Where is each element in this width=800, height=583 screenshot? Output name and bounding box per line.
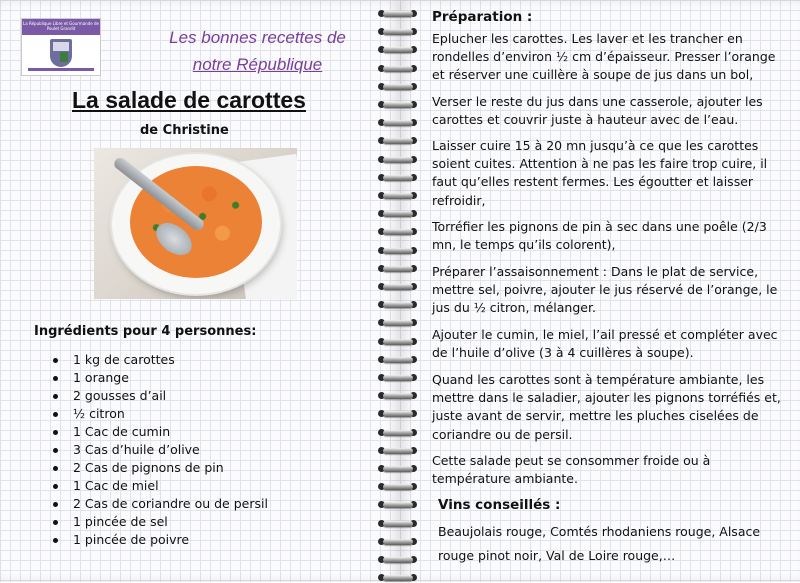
recipe-title: La salade de carottes: [72, 87, 306, 113]
spiral-ring: [377, 135, 417, 146]
preparation-step: Laisser cuire 15 à 20 mn jusqu’à ce que les carottes soient cuites. Attention à ne pas les faire trop cuire, il faut qu’elles restent fermes. Les égoutter et laisser refroidir,: [432, 138, 768, 208]
spiral-ring: [377, 226, 417, 237]
ingredients-list: [34, 351, 268, 549]
preparation-step: Torréfier les pignons de pin à sec dans une poêle (2/3 mn, le temps qu’ils colorent),: [432, 219, 767, 253]
ingredient-item: 3 Cas d’huile d’olive: [34, 441, 268, 459]
brand-line-2: notre République: [192, 55, 323, 74]
spiral-ring: [377, 518, 417, 529]
ingredient-item: 1 pincée de sel: [34, 513, 268, 531]
spiral-ring: [377, 172, 417, 183]
preparation-step: Cette salade peut se consommer froide ou à température ambiante.: [432, 453, 711, 487]
spiral-ring: [377, 317, 417, 328]
logo-caption: La République Libre et Gourmande de Poulet Grandit: [23, 21, 99, 31]
spiral-binding: [377, 0, 427, 582]
spiral-ring: [377, 499, 417, 510]
preparation-step: Ajouter le cumin, le miel, l’ail pressé et compléter avec de l’huile d’olive (3 à 4 cuillères à soupe).: [432, 327, 778, 361]
spiral-ring: [377, 408, 417, 419]
recipe-author: de Christine: [140, 123, 229, 138]
spiral-ring: [377, 245, 417, 256]
ingredient-item: ½ citron: [34, 405, 268, 423]
spiral-ring: [377, 572, 417, 583]
preparation-step: Eplucher les carottes. Les laver et les trancher en rondelles d’environ ½ cm d’épaisseur. Presser l’orange et réserver une cuillère à soupe de jus dans un bol,: [432, 31, 776, 83]
salad-photo: [94, 148, 297, 299]
spiral-ring: [377, 190, 417, 201]
brand-line-1: Les bonnes recettes de: [169, 28, 346, 47]
ingredient-item: 2 gousses d’ail: [34, 387, 268, 405]
spiral-ring: [377, 63, 417, 74]
spiral-ring: [377, 281, 417, 292]
spiral-ring: [377, 81, 417, 92]
spiral-ring: [377, 336, 417, 347]
spiral-ring: [377, 463, 417, 474]
spiral-ring: [377, 481, 417, 492]
spiral-ring: [377, 390, 417, 401]
left-page: [0, 0, 400, 582]
wines-text: Beaujolais rouge, Comtés rhodaniens rouge, Alsace rouge pinot noir, Val de Loire rouge,…: [438, 524, 761, 563]
ingredient-item: 1 pincée de poivre: [34, 531, 268, 549]
spiral-ring: [377, 44, 417, 55]
preparation-step: Verser le reste du jus dans une casserole, ajouter les carottes et couvrir juste à hauteur avec de l’eau.: [432, 94, 763, 128]
preparation-title: Préparation :: [432, 9, 533, 25]
preparation-step: Quand les carottes sont à température ambiante, les mettre dans le saladier, ajouter les pignons torréfiés et, juste avant de servir, mettre les pluches ciselées de coriandre ou de persil.: [432, 372, 781, 442]
wines-title: Vins conseillés :: [438, 497, 561, 513]
spiral-ring: [377, 99, 417, 110]
ingredient-item: 1 kg de carottes: [34, 351, 268, 369]
ingredients-title: Ingrédients pour 4 personnes:: [34, 324, 257, 339]
ingredient-item: 2 Cas de pignons de pin: [34, 459, 268, 477]
spiral-ring: [377, 427, 417, 438]
ingredient-item: 1 Cac de cumin: [34, 423, 268, 441]
spiral-ring: [377, 154, 417, 165]
spiral-ring: [377, 445, 417, 456]
spiral-ring: [377, 554, 417, 565]
spiral-ring: [377, 536, 417, 547]
ingredient-item: 1 Cac de miel: [34, 477, 268, 495]
spiral-ring: [377, 263, 417, 274]
spiral-ring: [377, 372, 417, 383]
spiral-ring: [377, 354, 417, 365]
brand-header: [150, 24, 365, 78]
ingredient-item: 1 orange: [34, 369, 268, 387]
spiral-ring: [377, 299, 417, 310]
spiral-ring: [377, 208, 417, 219]
ingredient-item: 2 Cas de coriandre ou de persil: [34, 495, 268, 513]
spiral-ring: [377, 26, 417, 37]
spiral-ring: [377, 117, 417, 128]
preparation-step: Préparer l’assaisonnement : Dans le plat de service, mettre sel, poivre, ajouter le jus réservé de l’orange, le jus du ½ citron, mélanger.: [432, 264, 778, 316]
shield-icon: [50, 39, 72, 67]
republic-logo: [21, 18, 101, 76]
spiral-ring: [377, 8, 417, 19]
